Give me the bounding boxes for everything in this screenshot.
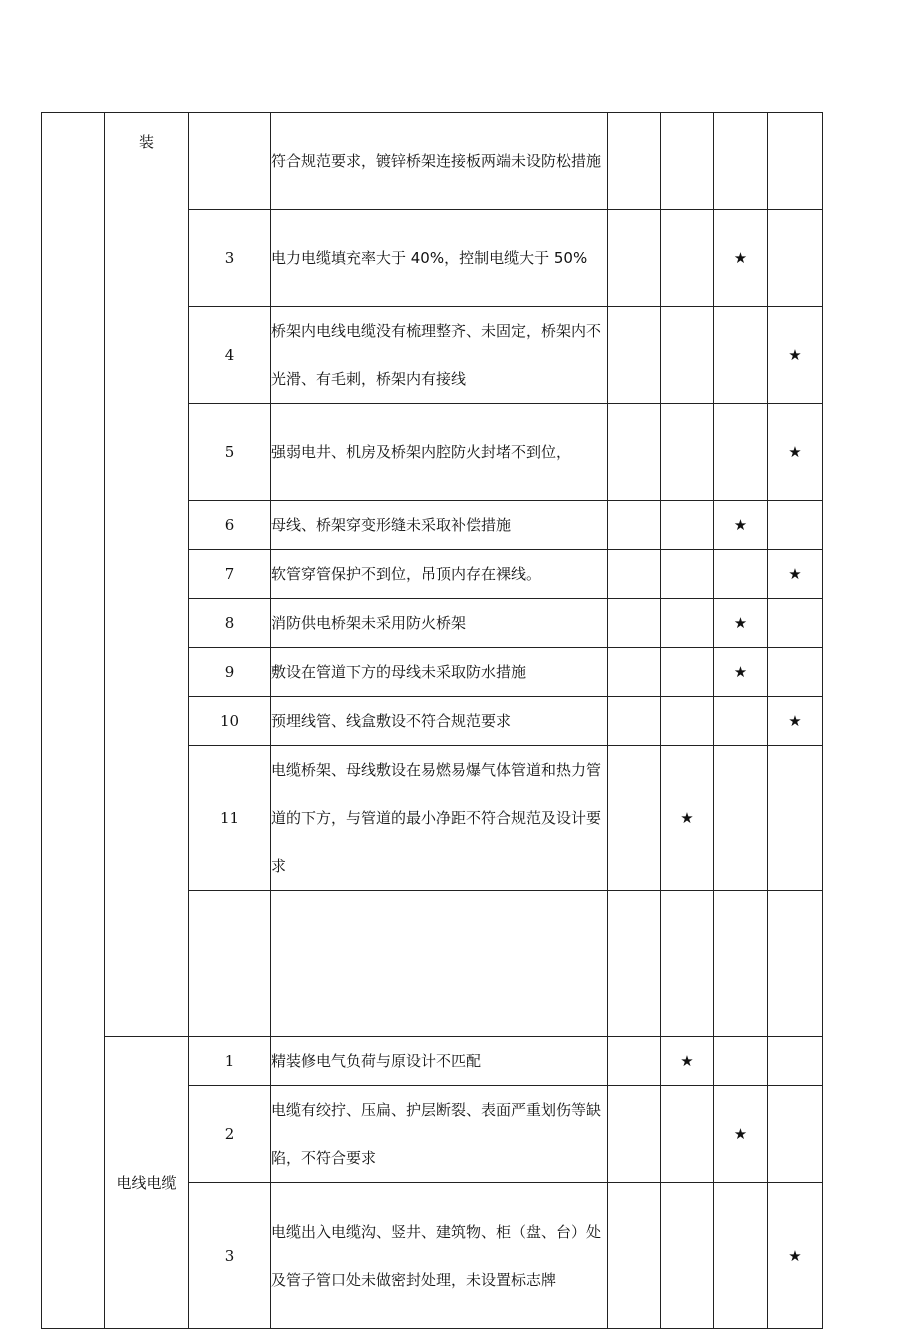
- row-number: 1: [189, 1037, 271, 1086]
- mark-col-1: [608, 1183, 661, 1329]
- mark-col-2: [661, 550, 714, 599]
- row-number: 9: [189, 648, 271, 697]
- mark-col-1: [608, 550, 661, 599]
- row-description: 电缆有绞拧、压扁、护层断裂、表面严重划伤等缺陷，不符合要求: [271, 1086, 608, 1183]
- table-row: [42, 1037, 823, 1086]
- row-description: 电力电缆填充率大于 40%，控制电缆大于 50%: [271, 210, 608, 307]
- mark-col-2: [661, 599, 714, 648]
- row-number: 4: [189, 307, 271, 404]
- mark-col-2: [661, 113, 714, 210]
- row-description: 符合规范要求，镀锌桥架连接板两端未设防松措施: [271, 113, 608, 210]
- row-number: 2: [189, 1086, 271, 1183]
- row-number: 6: [189, 501, 271, 550]
- mark-col-3: ★: [714, 501, 768, 550]
- mark-col-1: [608, 1086, 661, 1183]
- outer-blank-cell: [42, 113, 105, 1329]
- mark-col-1: [608, 307, 661, 404]
- mark-col-4: [768, 113, 823, 210]
- row-description: 敷设在管道下方的母线未采取防水措施: [271, 648, 608, 697]
- mark-col-4: [768, 210, 823, 307]
- mark-col-4: ★: [768, 550, 823, 599]
- mark-col-4: ★: [768, 307, 823, 404]
- table-row: [42, 113, 823, 210]
- mark-col-1: [608, 1037, 661, 1086]
- mark-col-2: [661, 210, 714, 307]
- row-description: 母线、桥架穿变形缝未采取补偿措施: [271, 501, 608, 550]
- category-cell: 装: [105, 113, 189, 1037]
- mark-col-3: ★: [714, 648, 768, 697]
- row-number: 3: [189, 210, 271, 307]
- row-number: [189, 891, 271, 1037]
- mark-col-2: [661, 891, 714, 1037]
- row-number: 7: [189, 550, 271, 599]
- row-description: 电缆出入电缆沟、竖井、建筑物、柜（盘、台）处及管子管口处未做密封处理，未设置标志牌: [271, 1183, 608, 1329]
- mark-col-1: [608, 599, 661, 648]
- row-number: 3: [189, 1183, 271, 1329]
- row-number: 11: [189, 746, 271, 891]
- mark-col-2: [661, 1086, 714, 1183]
- mark-col-3: [714, 697, 768, 746]
- mark-col-4: [768, 1086, 823, 1183]
- mark-col-3: [714, 746, 768, 891]
- mark-col-3: [714, 1183, 768, 1329]
- mark-col-3: [714, 1037, 768, 1086]
- mark-col-3: [714, 113, 768, 210]
- row-number: 8: [189, 599, 271, 648]
- mark-col-3: ★: [714, 599, 768, 648]
- row-description: 预埋线管、线盒敷设不符合规范要求: [271, 697, 608, 746]
- row-description: [271, 891, 608, 1037]
- mark-col-1: [608, 746, 661, 891]
- mark-col-2: ★: [661, 1037, 714, 1086]
- mark-col-3: ★: [714, 1086, 768, 1183]
- category-cell: 电线电缆: [105, 1037, 189, 1329]
- row-description: 精装修电气负荷与原设计不匹配: [271, 1037, 608, 1086]
- mark-col-3: ★: [714, 210, 768, 307]
- row-description: 强弱电井、机房及桥架内腔防火封堵不到位，: [271, 404, 608, 501]
- mark-col-3: [714, 550, 768, 599]
- mark-col-1: [608, 648, 661, 697]
- mark-col-1: [608, 113, 661, 210]
- row-number: [189, 113, 271, 210]
- mark-col-2: ★: [661, 746, 714, 891]
- mark-col-2: [661, 648, 714, 697]
- row-description: 软管穿管保护不到位，吊顶内存在裸线。: [271, 550, 608, 599]
- mark-col-2: [661, 697, 714, 746]
- mark-col-1: [608, 404, 661, 501]
- row-description: 桥架内电线电缆没有梳理整齐、未固定，桥架内不光滑、有毛刺，桥架内有接线: [271, 307, 608, 404]
- mark-col-4: [768, 599, 823, 648]
- mark-col-2: [661, 404, 714, 501]
- mark-col-1: [608, 891, 661, 1037]
- mark-col-4: ★: [768, 697, 823, 746]
- inspection-table: [41, 112, 823, 1329]
- mark-col-4: [768, 1037, 823, 1086]
- mark-col-4: ★: [768, 1183, 823, 1329]
- mark-col-1: [608, 697, 661, 746]
- row-description: 消防供电桥架未采用防火桥架: [271, 599, 608, 648]
- mark-col-3: [714, 307, 768, 404]
- row-number: 10: [189, 697, 271, 746]
- mark-col-1: [608, 501, 661, 550]
- mark-col-4: [768, 648, 823, 697]
- mark-col-3: [714, 891, 768, 1037]
- mark-col-4: [768, 746, 823, 891]
- mark-col-4: ★: [768, 404, 823, 501]
- row-number: 5: [189, 404, 271, 501]
- mark-col-1: [608, 210, 661, 307]
- mark-col-2: [661, 501, 714, 550]
- mark-col-2: [661, 307, 714, 404]
- row-description: 电缆桥架、母线敷设在易燃易爆气体管道和热力管道的下方，与管道的最小净距不符合规范及设计要求: [271, 746, 608, 891]
- mark-col-2: [661, 1183, 714, 1329]
- mark-col-4: [768, 501, 823, 550]
- mark-col-3: [714, 404, 768, 501]
- mark-col-4: [768, 891, 823, 1037]
